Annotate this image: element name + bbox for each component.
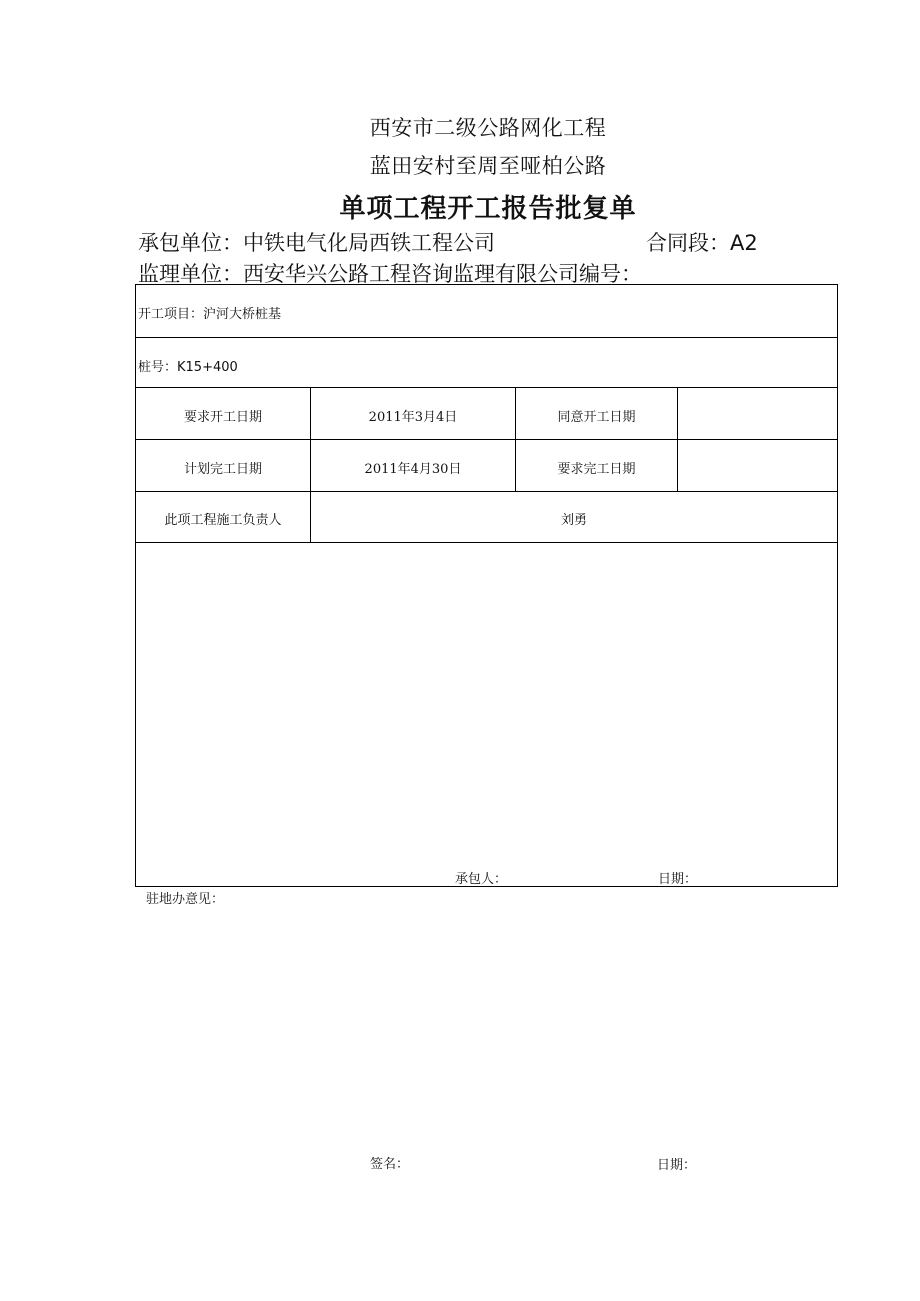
road-title: 蓝田安村至周至哑柏公路 [369,154,607,178]
row-divider [136,439,837,440]
row-divider [136,491,837,492]
office-date-label: 日期： [657,1158,697,1173]
office-sign-label: 签名： [370,1157,410,1172]
required-start-value: 2011年3月4日 [368,410,458,425]
row-divider [136,387,837,388]
planned-finish-label: 计划完工日期 [183,462,262,477]
row-divider [136,542,837,543]
planned-finish-value: 2011年4月30日 [364,462,462,477]
person-in-charge-label: 此项工程施工负责人 [164,513,282,528]
project-field [138,303,281,322]
contractor-value: 中铁电气化局西铁工程公司 [243,231,495,255]
stake-value: K15+400 [177,360,238,375]
document-title: 单项工程开工报告批复单 [339,194,637,224]
row-divider [136,337,837,338]
project-title: 西安市二级公路网化工程 [369,116,607,140]
stake-label: 桩号： [138,360,178,375]
contractor-line [138,227,495,257]
project-label: 开工项目： [138,307,204,322]
approval-form-table [135,284,838,887]
contract-section-label: 合同段： [646,231,730,255]
contractor-date-label: 日期： [658,872,698,887]
agreed-start-label: 同意开工日期 [557,410,636,425]
person-in-charge-value: 刘勇 [560,513,587,528]
supervisor-value: 西安华兴公路工程咨询监理有限公司编号： [243,262,642,286]
contract-section-line [646,227,758,257]
contract-section-value: A2 [730,231,758,255]
contractor-label: 承包单位： [138,231,243,255]
column-divider [677,387,678,491]
stake-field [138,356,238,375]
project-value: 沪河大桥桩基 [203,307,282,322]
contractor-sign-label: 承包人： [455,872,508,887]
resident-office-opinion-label: 驻地办意见： [146,892,225,907]
supervisor-label: 监理单位： [138,262,243,286]
required-start-label: 要求开工日期 [183,410,262,425]
required-finish-label: 要求完工日期 [557,462,636,477]
